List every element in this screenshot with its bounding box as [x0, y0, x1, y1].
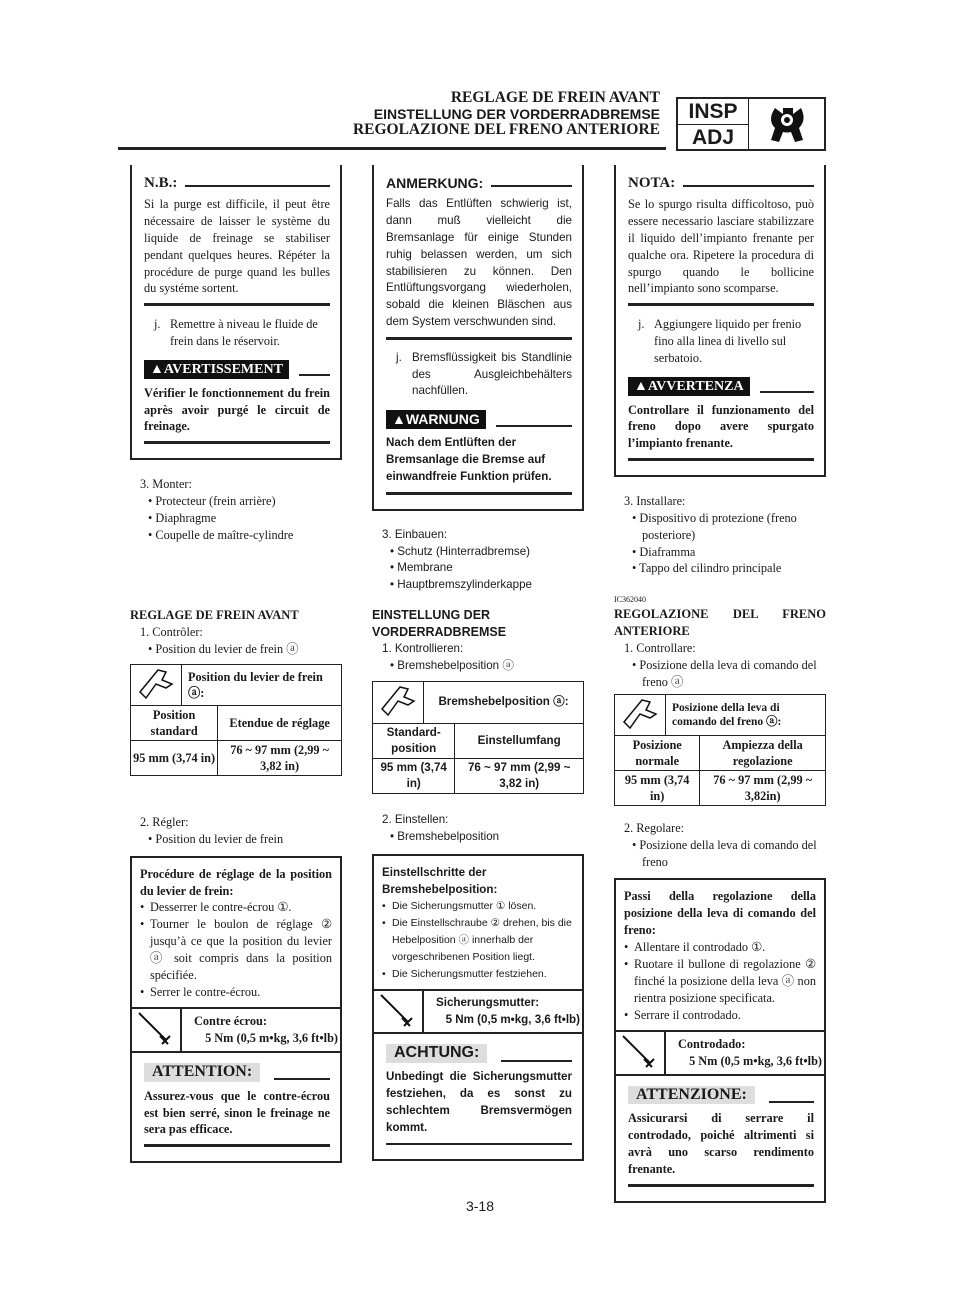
- torque-value: 5 Nm (0,5 m•kg, 3,6 ft•lb): [445, 1012, 580, 1026]
- section-title: REGOLAZIONE DEL FRENO ANTERIORE: [614, 607, 826, 638]
- caliper-icon: [136, 689, 176, 703]
- procedure-item: • Ruotare il bullone di regolazione ② finché la posizione della leva ⓐ non rientra posizione specificata.: [624, 956, 816, 1007]
- table-title: Position du levier de frein ⓐ:: [182, 664, 342, 705]
- procedure-title: Procédure de réglage de la position du levier de frein:: [140, 866, 332, 898]
- list-item: • Tappo del cilindro principale: [614, 560, 826, 577]
- header-rule: [118, 147, 666, 150]
- warning-label: [144, 360, 289, 379]
- torque-label: Contre écrou:: [194, 1013, 267, 1028]
- column-fr-lower: [130, 607, 342, 1163]
- warning-label-text: AVVERTENZA: [647, 378, 744, 394]
- header-title-it: REGOLAZIONE DEL FRENO ANTERIORE: [352, 121, 660, 138]
- warning-triangle-icon: ▲: [150, 361, 164, 377]
- table-header: Ampiezza della regolazione: [700, 735, 826, 770]
- procedure-item: • Serrare il controdado.: [624, 1007, 816, 1024]
- list-item: • Protecteur (frein arrière): [130, 493, 342, 510]
- procedure-item: • Allentare il controdado ①.: [624, 939, 816, 956]
- column-de-lower: [372, 607, 584, 1161]
- procedure-item: • Desserrer le contre-écrou ①.: [140, 899, 332, 916]
- note-box: [372, 165, 584, 511]
- caution-text: Unbedingt die Sicherungsmutter festziehen, da es sonst zu schlechtem Bremsvermögen kommt.: [386, 1070, 572, 1135]
- procedure-title: Einstellschritte der Bremshebelposition:: [382, 865, 498, 896]
- step-3-list: [130, 476, 342, 544]
- step-1-label: 1. Contrôler:: [140, 625, 203, 639]
- header-title-de: EINSTELLUNG DER VORDERRADBREMSE: [373, 106, 660, 122]
- column-it-upper: [614, 165, 826, 577]
- note-box: [130, 165, 342, 460]
- warning-label: [386, 410, 486, 429]
- procedure-item: • Die Sicherungsmutter ① lösen.: [382, 898, 574, 915]
- list-item: • Membrane: [372, 560, 584, 577]
- list-item: • Position du levier de frein: [130, 831, 342, 848]
- section-code: IC362040: [614, 595, 646, 604]
- torque-label: Controdado:: [678, 1036, 746, 1051]
- torque-label: Sicherungsmutter:: [436, 995, 540, 1009]
- table-header: Posizione normale: [615, 735, 700, 770]
- list-item: • Bremshebelposition ⓐ: [372, 658, 584, 675]
- table-cell: 95 mm (3,74 in): [373, 758, 455, 793]
- list-item: • Diaframma: [614, 544, 826, 561]
- procedure-item: • Serrer le contre-écrou.: [140, 984, 332, 1001]
- list-item: • Bremshebelposition: [372, 829, 584, 846]
- table-header: Einstellumfang: [455, 723, 584, 758]
- step-2-label: 2. Einstellen:: [382, 812, 449, 826]
- step-3-list: [614, 493, 826, 578]
- table-header: Standard-position: [373, 723, 455, 758]
- table-cell: 76 ~ 97 mm (2,99 ~ 3,82 in): [218, 740, 342, 775]
- list-item: • Hauptbremszylinderkappe: [372, 577, 584, 594]
- table-cell: 76 ~ 97 mm (2,99 ~ 3,82 in): [455, 758, 584, 793]
- procedure-box: [372, 854, 584, 1162]
- list-item: • Diaphragme: [130, 510, 342, 527]
- note-title: ANMERKUNG:: [386, 175, 484, 191]
- procedure-title: Passi della regolazione della posizione della leva di comando del freno:: [624, 889, 816, 938]
- step-3-label: 3. Installare:: [624, 493, 686, 508]
- badge-insp: INSP: [678, 99, 748, 125]
- badge-adj: ADJ: [691, 126, 734, 149]
- column-fr-upper: [130, 165, 342, 544]
- step-j-number: j.: [638, 316, 645, 331]
- caution-text: Assurez-vous que le contre-écrou est bien serré, sinon le freinage ne sera pas efficace.: [144, 1088, 330, 1137]
- step-1-label: 1. Kontrollieren:: [382, 642, 464, 655]
- table-cell: 76 ~ 97 mm (2,99 ~ 3,82in): [700, 770, 826, 805]
- step-j-text: Bremsflüssigkeit bis Standlinie des Ausgleichbehälters nachfüllen.: [412, 350, 572, 398]
- step-3-label: 3. Einbauen:: [382, 527, 448, 541]
- note-box: [614, 165, 826, 477]
- warning-text: Vérifier le fonctionnement du frein après avoir purgé le circuit de freinage.: [144, 385, 330, 434]
- column-it-lower: [614, 594, 826, 1203]
- note-title: N.B.:: [144, 175, 178, 191]
- torque-wrench-icon: [374, 991, 424, 1033]
- procedure-item: • Die Einstellschraube ② drehen, bis die Hebelposition ⓐ innerhalb der vorgeschribenen Position liegt.: [382, 915, 574, 966]
- procedure-box: [614, 878, 826, 1202]
- page-number: 3-18: [465, 1198, 495, 1214]
- table-header: Etendue de réglage: [218, 705, 342, 740]
- warning-text: Nach dem Entlüften der Bremsanlage die Bremse auf einwandfreie Funktion prüfen.: [386, 436, 552, 484]
- list-item: • Posizione della leva di comando del freno: [614, 837, 826, 871]
- list-item: • Position du levier de frein ⓐ: [130, 641, 342, 658]
- caliper-icon: [620, 719, 660, 733]
- warning-text: Controllare il funzionamento del freno dopo avere spurgato l’impianto frenante.: [628, 402, 814, 451]
- spec-table: [130, 664, 342, 776]
- page-header-titles: [353, 90, 660, 138]
- step-j-number: j.: [396, 350, 402, 364]
- table-cell: 95 mm (3,74 in): [131, 740, 218, 775]
- step-2-label: 2. Regolare:: [624, 820, 685, 835]
- note-title: NOTA:: [628, 175, 676, 191]
- note-text: Se lo spurgo risulta difficoltoso, può essere necessario lasciare stabilizzare il liquido dell’impianto frenante per qualche ora. Ripetere la procedura di spurgo quando le bollicine nell’impianto sono scomparse.: [628, 196, 814, 296]
- insp-adj-badge: [676, 97, 826, 151]
- column-de-upper: [372, 165, 584, 594]
- header-title-fr: REGLAGE DE FREIN AVANT: [450, 89, 660, 106]
- warning-label-text: AVERTISSEMENT: [163, 361, 283, 377]
- list-item: • Schutz (Hinterradbremse): [372, 544, 584, 561]
- procedure-item: • Tourner le boulon de réglage ② jusqu’à ce que la position du levier ⓐ soit compris dans la position spécifiée.: [140, 916, 332, 984]
- table-title: Bremshebelposition ⓐ:: [424, 681, 584, 723]
- caution-label: ATTENTION:: [144, 1063, 260, 1082]
- list-item: • Coupelle de maître-cylindre: [130, 527, 342, 544]
- section-title: EINSTELLUNG DER VORDERRADBREMSE: [372, 608, 507, 639]
- step-2-label: 2. Régler:: [140, 814, 189, 829]
- warning-triangle-icon: ▲: [392, 411, 406, 428]
- torque-wrench-icon: [132, 1009, 182, 1051]
- table-cell: 95 mm (3,74 in): [615, 770, 700, 805]
- step-3-list: [372, 527, 584, 595]
- procedure-box: [130, 856, 342, 1163]
- note-text: Si la purge est difficile, il peut être nécessaire de laisser le système du liquide de freinage se stabiliser pendant quelques heures. Répéter la procédure de purge quand les bulles du systéme sortent.: [144, 196, 330, 296]
- step-j-text: Remettre à niveau le fluide de frein dans le réservoir.: [170, 316, 318, 348]
- procedure-item: • Die Sicherungsmutter festziehen.: [382, 966, 574, 983]
- warning-triangle-icon: ▲: [634, 378, 648, 394]
- list-item: • Dispositivo di protezione (freno posteriore): [614, 510, 826, 544]
- spec-table: [614, 694, 826, 806]
- section-title: REGLAGE DE FREIN AVANT: [130, 608, 299, 622]
- step-j-number: j.: [154, 316, 161, 331]
- table-header: Position standard: [131, 705, 218, 740]
- wrench-nut-icon: [749, 99, 824, 149]
- spec-table: [372, 681, 584, 794]
- caution-label: ACHTUNG:: [386, 1044, 487, 1063]
- step-3-label: 3. Monter:: [140, 476, 192, 491]
- warning-label: [628, 377, 750, 396]
- step-1-label: 1. Controllare:: [624, 641, 696, 655]
- torque-wrench-icon: [616, 1032, 666, 1074]
- warning-label-text: WARNUNG: [405, 411, 480, 428]
- caution-label: ATTENZIONE:: [628, 1086, 755, 1105]
- torque-value: 5 Nm (0,5 m•kg, 3,6 ft•lb): [689, 1053, 822, 1068]
- step-j-text: Aggiungere liquido per frenio fino alla linea di livello sul serbatoio.: [654, 316, 802, 365]
- list-item: • Posizione della leva di comando del freno ⓐ: [614, 657, 826, 691]
- caution-text: Assicurarsi di serrare il controdado, poiché altrimenti si avrà uno scarso rendimento frenante.: [628, 1111, 814, 1177]
- table-title: Posizione della leva di comando del freno ⓐ:: [666, 694, 826, 735]
- note-text: Falls das Entlüften schwierig ist, dann muß vielleicht die Bremsanlage für einige Stunden ruhig belassen werden, um sich stabilisieren zu können. Den Entlüftungsvorgang wiederholen, sobald die kleinen Bläschen aus dem System verschwunden sind.: [386, 196, 572, 329]
- torque-value: 5 Nm (0,5 m•kg, 3,6 ft•lb): [205, 1030, 338, 1045]
- caliper-icon: [378, 707, 418, 720]
